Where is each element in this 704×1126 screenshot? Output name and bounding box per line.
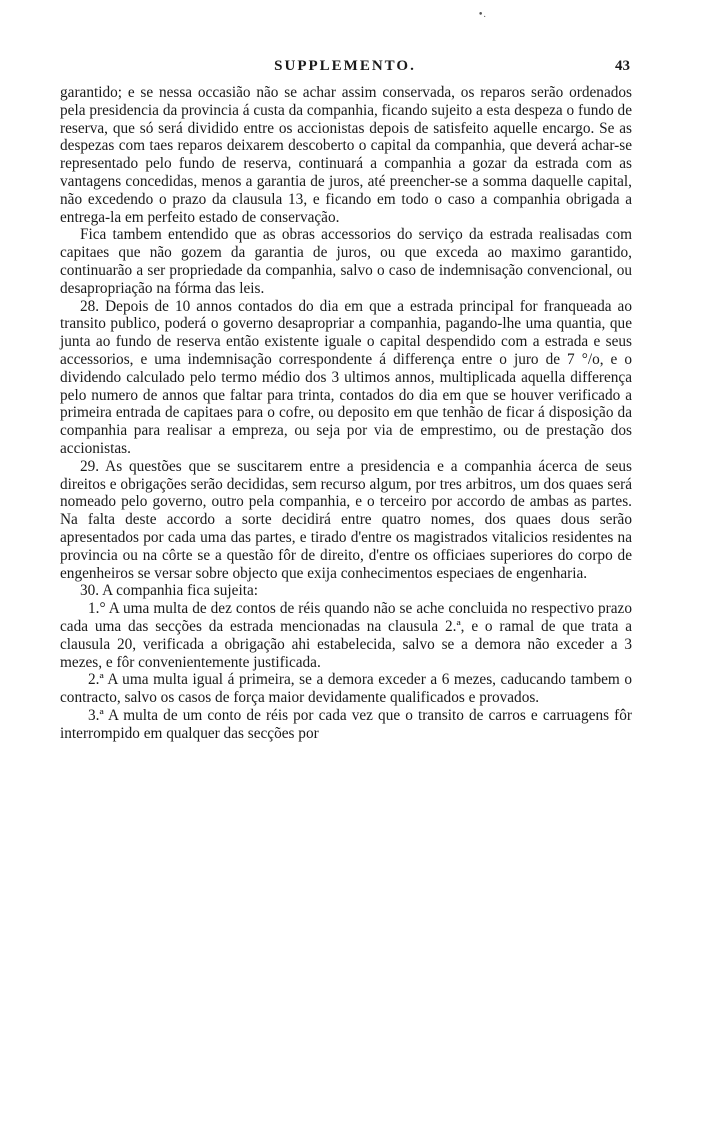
paragraph-item-3: 3.ª A multa de um conto de réis por cada vez que o transito de carros e carruagens fôr interrompido em qualquer das secções por bbox=[60, 706, 632, 742]
paragraph-item-1: 1.° A uma multa de dez contos de réis quando não se ache concluida no respectivo prazo cada uma das secções da estrada mencionadas na clausula 2.ª, e o ramal de que trata a clausula 20, verificada a obrigação ahi estabelecida, salvo se a demora não exceder a 3 mezes, e fôr convenientemente justificada. bbox=[60, 600, 632, 671]
running-title: SUPPLEMENTO. bbox=[274, 58, 416, 74]
page-number: 43 bbox=[615, 58, 630, 74]
paragraph-continuation: garantido; e se nessa occasião não se achar assim conservada, os reparos serão ordenados pela presidencia da provincia á custa da companhia, ficando sujeito a esta despeza o fundo de reserva, que só será dividido entre os accionistas depois de satisfeito aquelle encargo. Se as despezas com taes reparos deixarem descoberto o capital da companhia, que deverá achar-se representado pelo fundo de reserva, continuará a companhia a gozar da estrada com as vantagens concedidas, menos a garantia de juros, até preencher-se a somma daquelle capital, não excedendo o prazo da clausula 13, e ficando em todo o caso a companhia obrigada a entrega-la em perfeito estado de conservação. bbox=[60, 84, 632, 226]
paragraph-fica-tambem: Fica tambem entendido que as obras accessorios do serviço da estrada realisadas com capitaes que não gozem da garantia de juros, ou que exceda ao maximo garantido, continuarão a ser propriedade da companhia, salvo o caso de indemnisação convencional, ou desapropriação na fórma das leis. bbox=[60, 226, 632, 297]
paragraph-clause-29: 29. As questões que se suscitarem entre a presidencia e a companhia ácerca de seus direitos e obrigações serão decididas, sem recurso algum, por tres arbitros, um dos quaes será nomeado pelo governo, outro pela companhia, e o terceiro por accordo de ambas as partes. Na falta deste accordo a sorte decidirá entre quatro nomes, dos quaes dous serão apresentados por cada uma das partes, e tirado d'entre os magistrados vitalicios residentes na provincia ou na côrte se a questão fôr de direito, d'entre os officiaes superiores do corpo de engenheiros se versar sobre objecto que exija conhecimentos especiaes de engenharia. bbox=[60, 457, 632, 582]
body-text bbox=[60, 84, 632, 742]
page-header bbox=[60, 58, 630, 82]
paragraph-item-2: 2.ª A uma multa igual á primeira, se a demora exceder a 6 mezes, caducando tambem o contracto, salvo os casos de força maior devidamente qualificados e provados. bbox=[60, 671, 632, 707]
print-speck: •. bbox=[478, 10, 487, 20]
paragraph-clause-30: 30. A companhia fica sujeita: bbox=[80, 582, 258, 600]
paragraph-clause-28: 28. Depois de 10 annos contados do dia em que a estrada principal for franqueada ao transito publico, poderá o governo desapropriar a companhia, pagando-lhe uma quantia, que junta ao fundo de reserva então existente iguale o capital despendido com a estrada e seus accessorios, e uma indemnisação correspondente á differença entre o juro de 7 °/o, e o dividendo calculado pelo termo médio dos 3 ultimos annos, multiplicada aquella differença pelo numero de annos que faltar para trinta, contados do dia em que se houver verificado a primeira entrada de capitaes para o cofre, ou deposito em que tenhão de ficar á disposição da companhia para realisar a empreza, ou seja por via de emprestimo, ou de prestação dos accionistas. bbox=[60, 297, 632, 457]
